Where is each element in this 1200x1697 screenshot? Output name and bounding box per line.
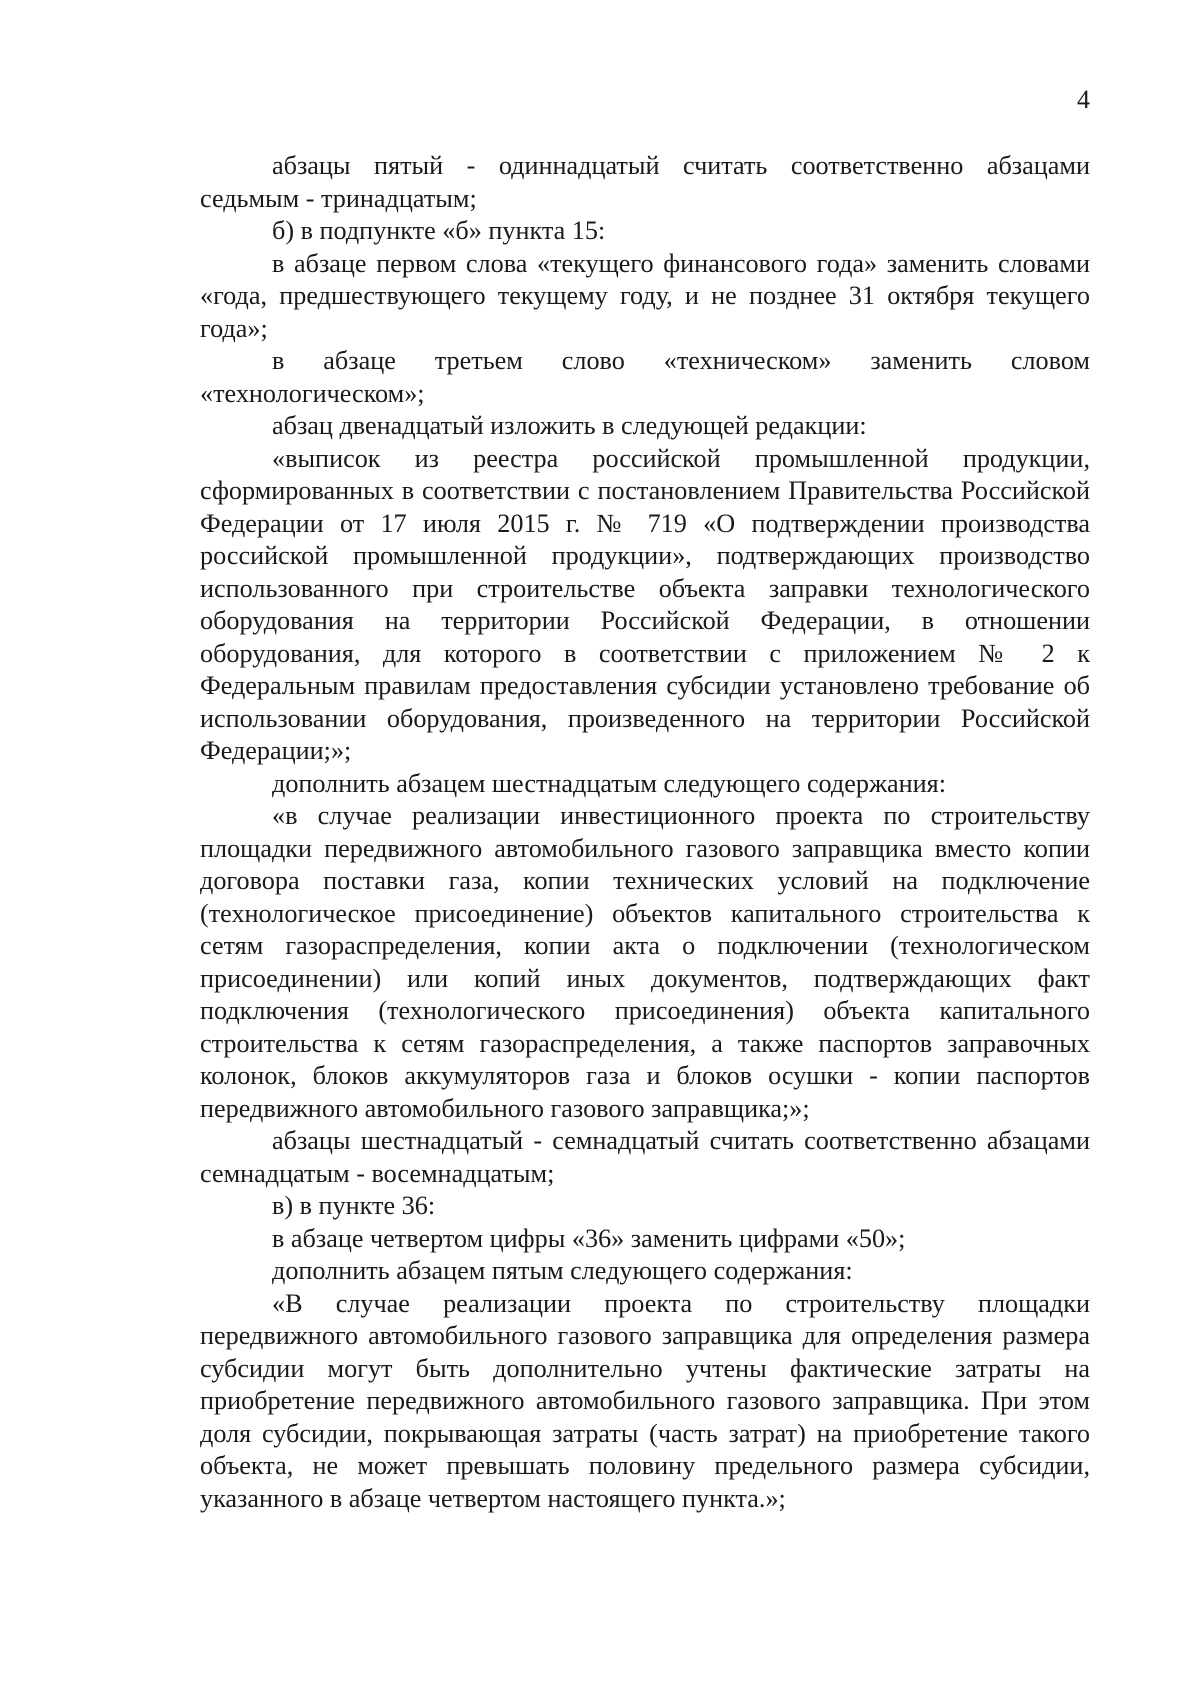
paragraph: дополнить абзацем пятым следующего содержания: <box>272 1256 853 1285</box>
paragraph: дополнить абзацем шестнадцатым следующего содержания: <box>272 768 947 798</box>
paragraph: б) в подпункте «б» пункта 15: <box>272 216 606 245</box>
paragraph: абзацы шестнадцатый - семнадцатый считать соответственно абзацами семнадцатым - восемнадцатым; <box>200 1126 1090 1188</box>
paragraph: «в случае реализации инвестиционного проекта по строительству площадки передвижного автомобильного газового заправщика вместо копии договора поставки газа, копии технических условий на подключение (технологическое присоединение) объектов капитального строительства к сетям газораспределения, копии акта о подключении (технологическом присоединении) или копий иных документов, подтверждающих факт подключения (технологического присоединения) объекта капитального строительства к сетям газораспределения, а также паспортов заправочных колонок, блоков аккумуляторов газа и блоков осушки - копии паспортов передвижного автомобильного газового заправщика;»; <box>200 801 1090 1123</box>
paragraph: абзацы пятый - одиннадцатый считать соответственно абзацами седьмым - тринадцатым; <box>200 151 1090 213</box>
paragraph: в абзаце первом слова «текущего финансового года» заменить словами «года, предшествующего текущему году, и не позднее 31 октября текущего года»; <box>200 248 1090 343</box>
paragraph: в) в пункте 36: <box>272 1191 436 1220</box>
document-body <box>200 150 1090 1515</box>
paragraph: в абзаце четвертом цифры «36» заменить цифрами «50»; <box>272 1223 906 1253</box>
paragraph: в абзаце третьем слово «техническом» заменить словом «технологическом»; <box>200 346 1090 408</box>
paragraph: «В случае реализации проекта по строительству площадки передвижного автомобильного газового заправщика для определения размера субсидии могут быть дополнительно учтены фактические затраты на приобретение передвижного автомобильного газового заправщика. При этом доля субсидии, покрывающая затраты (часть затрат) на приобретение такого объекта, не может превышать половину предельного размера субсидии, указанного в абзаце четвертом настоящего пункта.»; <box>200 1288 1090 1513</box>
paragraph: абзац двенадцатый изложить в следующей редакции: <box>272 411 867 440</box>
paragraph: «выписок из реестра российской промышленной продукции, сформированных в соответствии с постановлением Правительства Российской Федерации от 17 июля 2015 г. № 719 «О подтверждении производства российской промышленной продукции», подтверждающих производство использованного при строительстве объекта заправки технологического оборудования на территории Российской Федерации, в отношении оборудования, для которого в соответствии с приложением № 2 к Федеральным правилам предоставления субсидии установлено требование об использовании оборудования, произведенного на территории Российской Федерации;»; <box>200 443 1090 765</box>
page-number: 4 <box>1077 85 1090 114</box>
